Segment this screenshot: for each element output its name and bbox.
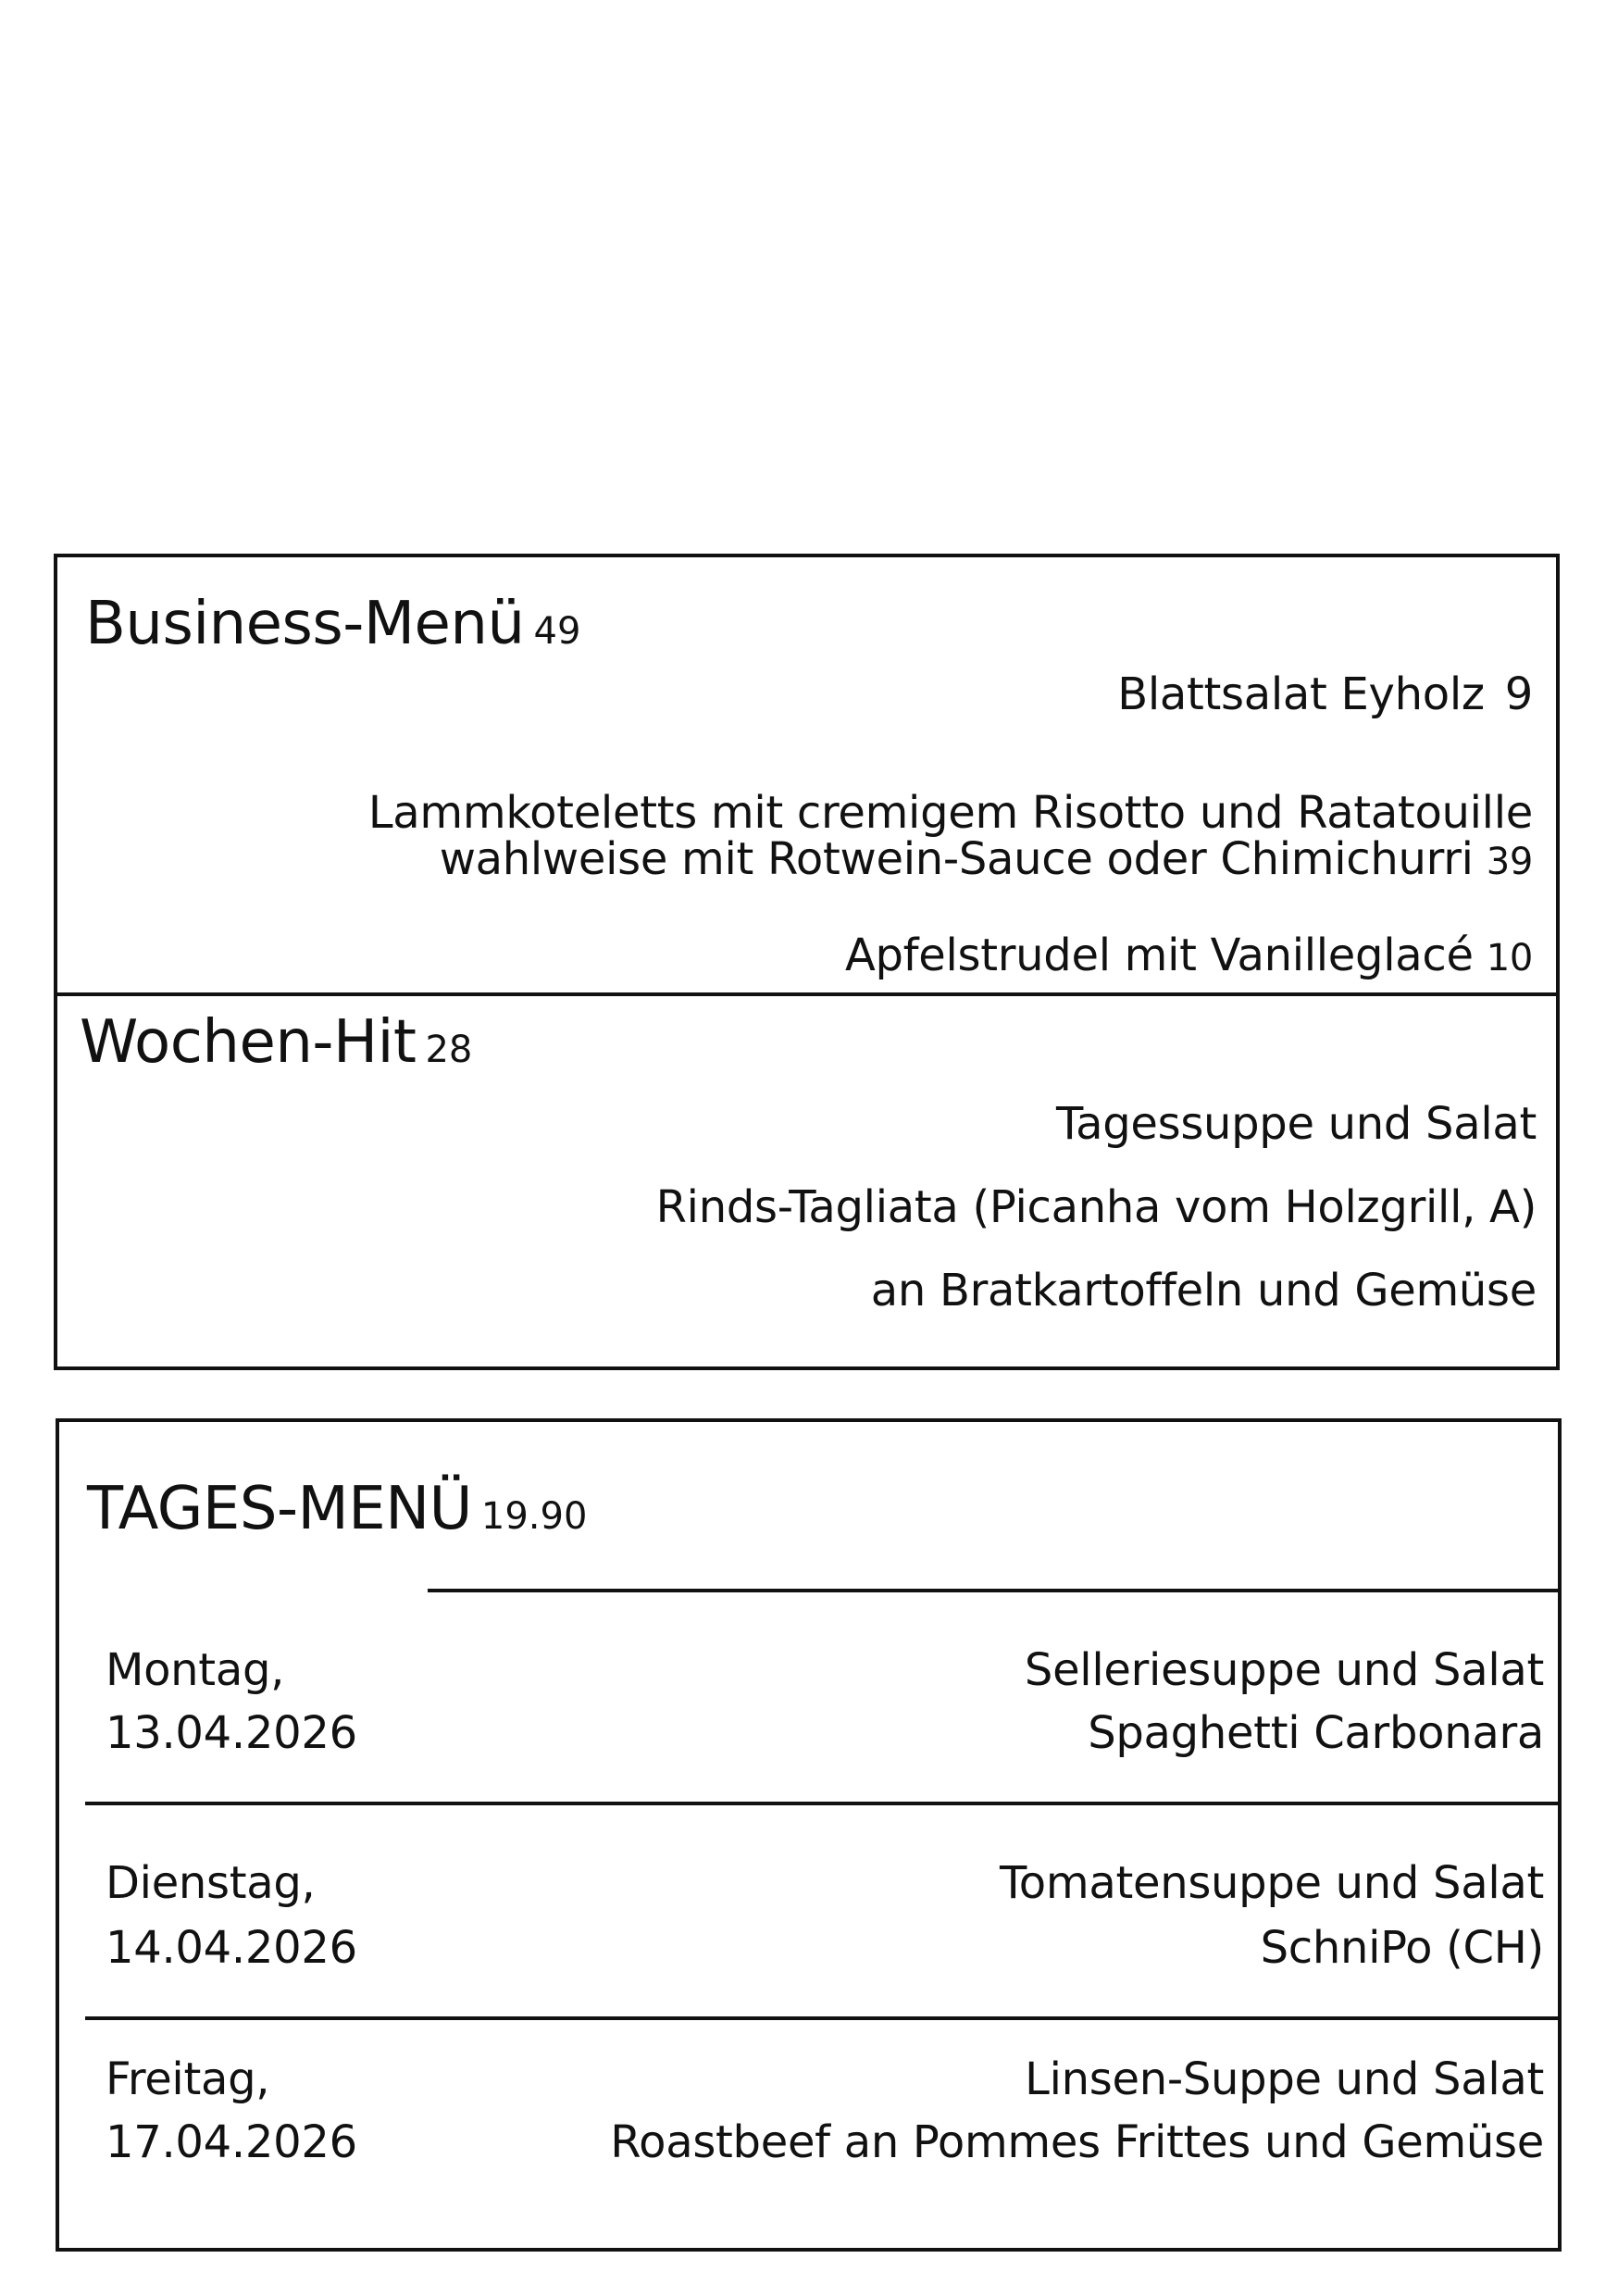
wochen-hit-item: an Bratkartoffeln und Gemüse [870, 1265, 1537, 1316]
day-date: 17.04.2026 [106, 2116, 357, 2168]
business-item-main-line2 [439, 833, 1533, 885]
day-main: Roastbeef an Pommes Frittes und Gemüse [610, 2116, 1544, 2168]
day-name: Dienstag, [106, 1857, 316, 1909]
day-divider [85, 1802, 1560, 1805]
day-main: Spaghetti Carbonara [1088, 1707, 1544, 1759]
wochen-hit-title: Wochen-Hit [80, 1008, 417, 1077]
tages-menu-heading [87, 1475, 588, 1543]
day-divider [85, 2016, 1560, 2020]
tages-menu-price: 19.90 [480, 1495, 588, 1538]
day-soup: Selleriesuppe und Salat [1024, 1644, 1544, 1696]
business-item-dessert [844, 930, 1533, 981]
day-soup: Tomatensuppe und Salat [999, 1857, 1544, 1909]
business-item-main-text: Lammkoteletts mit cremigem Risotto und Ratatouille [367, 787, 1533, 839]
business-item-dessert-text: Apfelstrudel mit Vanilleglacé [844, 930, 1474, 981]
day-soup: Linsen-Suppe und Salat [1025, 2053, 1544, 2105]
wochen-hit-price: 28 [425, 1029, 473, 1071]
business-item-starter [1117, 668, 1533, 720]
business-menu-price: 49 [533, 610, 581, 653]
tages-menu-title: TAGES-MENÜ [87, 1475, 472, 1543]
business-menu-title: Business-Menü [85, 590, 525, 658]
business-item-main-line1 [367, 787, 1533, 839]
day-date: 14.04.2026 [106, 1922, 357, 1974]
day-main: SchniPo (CH) [1260, 1922, 1544, 1974]
business-item-starter-text: Blattsalat Eyholz [1117, 668, 1485, 720]
business-item-main-option-text: wahlweise mit Rotwein-Sauce oder Chimichurri [439, 833, 1474, 885]
wochen-hit-item: Tagessuppe und Salat [1056, 1098, 1537, 1150]
business-item-dessert-price: 10 [1486, 937, 1533, 980]
heading-underline [428, 1589, 1560, 1592]
wochen-hit-item: Rinds-Tagliata (Picanha vom Holzgrill, A) [655, 1181, 1537, 1233]
wochen-hit-heading [80, 1008, 473, 1077]
business-menu-heading [85, 590, 581, 658]
section-divider [57, 992, 1557, 996]
business-item-main-price: 39 [1486, 841, 1533, 883]
day-name: Freitag, [106, 2053, 270, 2105]
business-item-starter-price: 9 [1504, 668, 1533, 720]
day-date: 13.04.2026 [106, 1707, 357, 1759]
day-name: Montag, [106, 1644, 285, 1696]
